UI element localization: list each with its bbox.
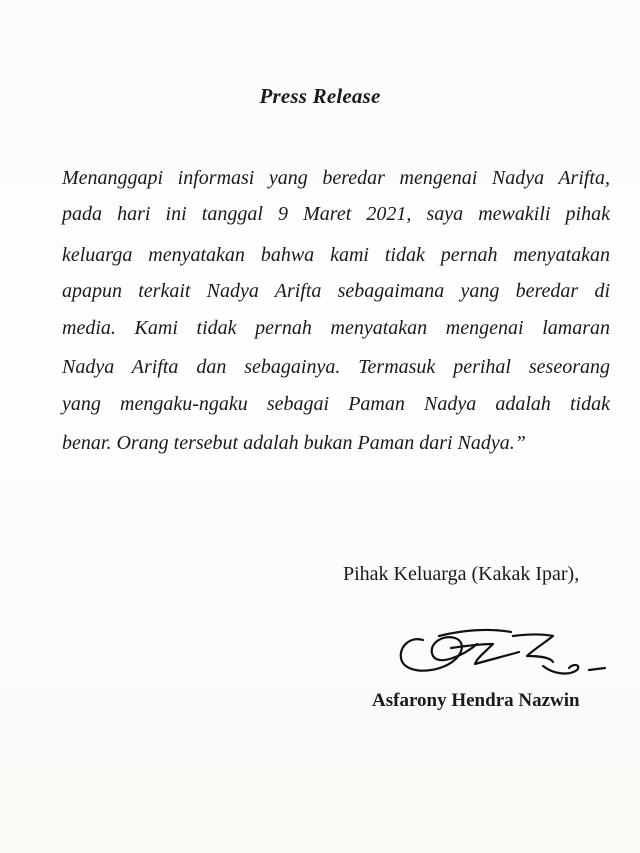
document-title: Press Release bbox=[259, 84, 381, 108]
paragraph-line: yang mengaku-ngaku sebagai Paman Nadya adalah tidak bbox=[62, 393, 610, 415]
paragraph-line: Menanggapi informasi yang beredar mengenai Nadya Arifta, bbox=[62, 167, 610, 189]
paragraph-line: Nadya Arifta dan sebagainya. Termasuk perihal seseorang bbox=[62, 356, 610, 378]
closing-line: Pihak Keluarga (Kakak Ipar), bbox=[343, 563, 580, 585]
paragraph-line: apapun terkait Nadya Arifta sebagaimana yang beredar di bbox=[62, 280, 610, 302]
paragraph-line: benar. Orang tersebut adalah bukan Paman dari Nadya.” bbox=[62, 432, 526, 454]
handwritten-signature bbox=[393, 622, 613, 684]
signatory-name: Asfarony Hendra Nazwin bbox=[372, 690, 580, 711]
paragraph-line: keluarga menyatakan bahwa kami tidak pernah menyatakan bbox=[62, 244, 610, 266]
paragraph-line: media. Kami tidak pernah menyatakan mengenai lamaran bbox=[62, 317, 610, 339]
paragraph-line: pada hari ini tanggal 9 Maret 2021, saya mewakili pihak bbox=[62, 203, 610, 225]
